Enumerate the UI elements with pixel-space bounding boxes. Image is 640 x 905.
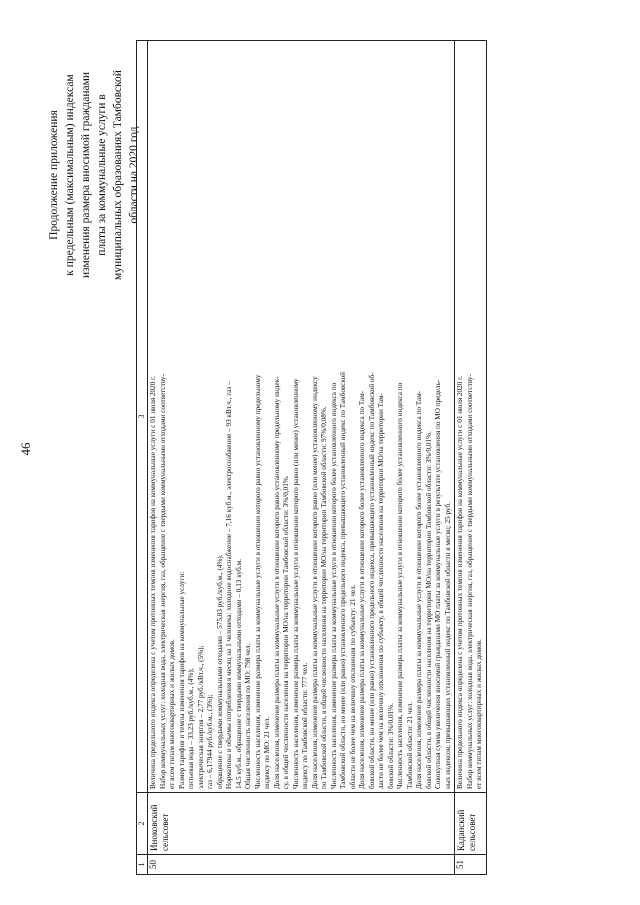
index-table [136, 40, 487, 875]
table-header-row [137, 41, 148, 875]
index-description [455, 41, 487, 793]
description-line: Набор коммунальных услуг: холодная вода, электрическая энергия, газ, обращение с твердыми коммунальными отходами соответству- [465, 374, 474, 789]
description-line: Доля населения, изменение размера платы за коммунальные услуги в отношении которого равно установленному предельному индек- [272, 376, 281, 789]
page-number: 46 [18, 442, 33, 456]
municipality-name: Иноковский сельсовет [148, 793, 455, 855]
description-line: Совокупная сумма увеличения вносимой гражданами МО платы за коммунальные услуги в результате установления по МО предель- [434, 379, 442, 789]
col-header: 3 [137, 41, 148, 793]
heading-line: изменения размера вносимой гражданами [80, 71, 92, 279]
description-line: Доля населения, изменение размера платы за коммунальные услуги в отношении которого более установленного индекса по Там- [415, 390, 423, 789]
table-row [455, 41, 487, 875]
description-line: питьевая вода – 33,23 руб./куб.м., (4%); [187, 668, 195, 789]
description-line: Общая численность населения по МО: 798 чел. [244, 643, 252, 789]
description-line: Величина предельного индекса определена с учетом протоиных темпов изменения тарифов на коммунальные услуги с 01 июля 2020 г. [149, 375, 157, 789]
description-line: ных индексов, превышающих установленный индекс по Тамбовской области в месяц: 25 руб. [443, 502, 452, 789]
index-description [148, 41, 455, 793]
heading-line: к предельным (максимальным) индексам [64, 74, 76, 276]
description-line: Численность населения, изменение размера платы за коммунальные услуги в отношении которого более установленного индекса по [396, 382, 404, 789]
col-header: 1 [137, 855, 148, 875]
description-line: бовской области, но менее (или равно) установленного предельного индекса, превышающего установленный индекс по Тамбовской об- [367, 372, 376, 789]
description-line: ласти не более чем на величину отклонения по субъекту, в общей численности населения на территории МО/на территории Там- [377, 393, 385, 789]
table-row [148, 41, 455, 875]
heading-line: платы за коммунальные услуги в [96, 94, 108, 256]
description-line: Тамбовской области, но менее (или равно) установленного предельного индекса, превышающего установленный индекс по Тамбовской [339, 371, 347, 789]
description-line: электрическая энергия – 2,77 руб./кВт.ч., (5%); [196, 645, 205, 789]
description-line: Величина предельного индекса определена с учетом протоиных темпов изменения тарифов на коммунальные услуги с 01 июля 2020 г. [456, 375, 464, 789]
heading-line: области на 2020 год [128, 126, 140, 224]
row-number: 50 [148, 855, 455, 875]
description-line: Доля населения, изменение размера платы за коммунальные услуги в отношении которого равно (или менее) установленному индексу [310, 376, 319, 789]
description-line: обращение с твердыми коммунальными отходами – 575,83 руб./куб.м., (4%). [215, 554, 224, 789]
description-line: индексу по МО: 21 чел. [263, 716, 271, 789]
description-line: Доля населения, изменение размера платы за коммунальные услуги в отношении которого более установленного индекса по Там- [358, 390, 366, 789]
municipality-name: Каданский сельсовет [455, 793, 487, 855]
col-header: 2 [137, 793, 148, 855]
row-number: 51 [455, 855, 487, 875]
description-line: Набор коммунальных услуг: холодная вода, электрическая энергия, газ, обращение с твердыми коммунальными отходами соответству- [158, 374, 167, 789]
description-line: бовской области: 3%/0,01%. [386, 703, 395, 789]
description-line: Численность населения, изменение размера платы за коммунальные услуги в отношении которого более установленного индекса по [329, 382, 338, 789]
heading-line: муниципальных образованиях Тамбовской [112, 70, 124, 280]
description-line: области не более чем на величину отклонения по субъекту: 21 чел. [348, 584, 357, 789]
description-line: индексу по Тамбовской области: 777 чел. [301, 662, 309, 789]
description-line: Численность населения, изменение размера платы за коммунальные услуги в отношении которого равно установленному предельному [253, 374, 262, 789]
description-line: бовской области, в общей численности населения на территории МО/на территории Тамбовской области: 3%/0,01%. [424, 431, 433, 789]
description-line: ет всем типам многоквартирных и жилых домов. [168, 639, 176, 789]
description-line: су, в общей численности населения на территории МО/на территории Тамбовской области: 3%/0,01%. [282, 475, 290, 789]
description-line: Тамбовской области: 21 чел. [405, 701, 414, 789]
description-line: Численность населения, изменение размера платы за коммунальные услуги в отношении которого равно (или менее) установленному [291, 378, 300, 789]
appendix-heading [46, 25, 142, 325]
description-line: Нормативы и объемы потребления в месяц на 1 человека: холодное водоснабжение – 7,16 куб.м., электроснабжение – 93 кВт.ч., газ – [225, 381, 233, 789]
heading-line: Продолжение приложения [48, 110, 60, 240]
description-line: по Тамбовской области, в общей численности населения на территории МО/на территории Тамбовской области: 97%/0,08%. [320, 406, 328, 789]
description-line: ет всем типам многоквартирных и жилых домов. [475, 639, 483, 789]
description-line: 14,5 куб.м., обращение с твердыми коммунальными отходами – 0,13 куб.м. [234, 559, 243, 789]
description-line: газ – 6,17944 руб./куб.м., (3%); [206, 694, 214, 789]
description-line: Размер тарифов и темпы изменения тарифов на коммунальные услуги: [177, 571, 186, 789]
